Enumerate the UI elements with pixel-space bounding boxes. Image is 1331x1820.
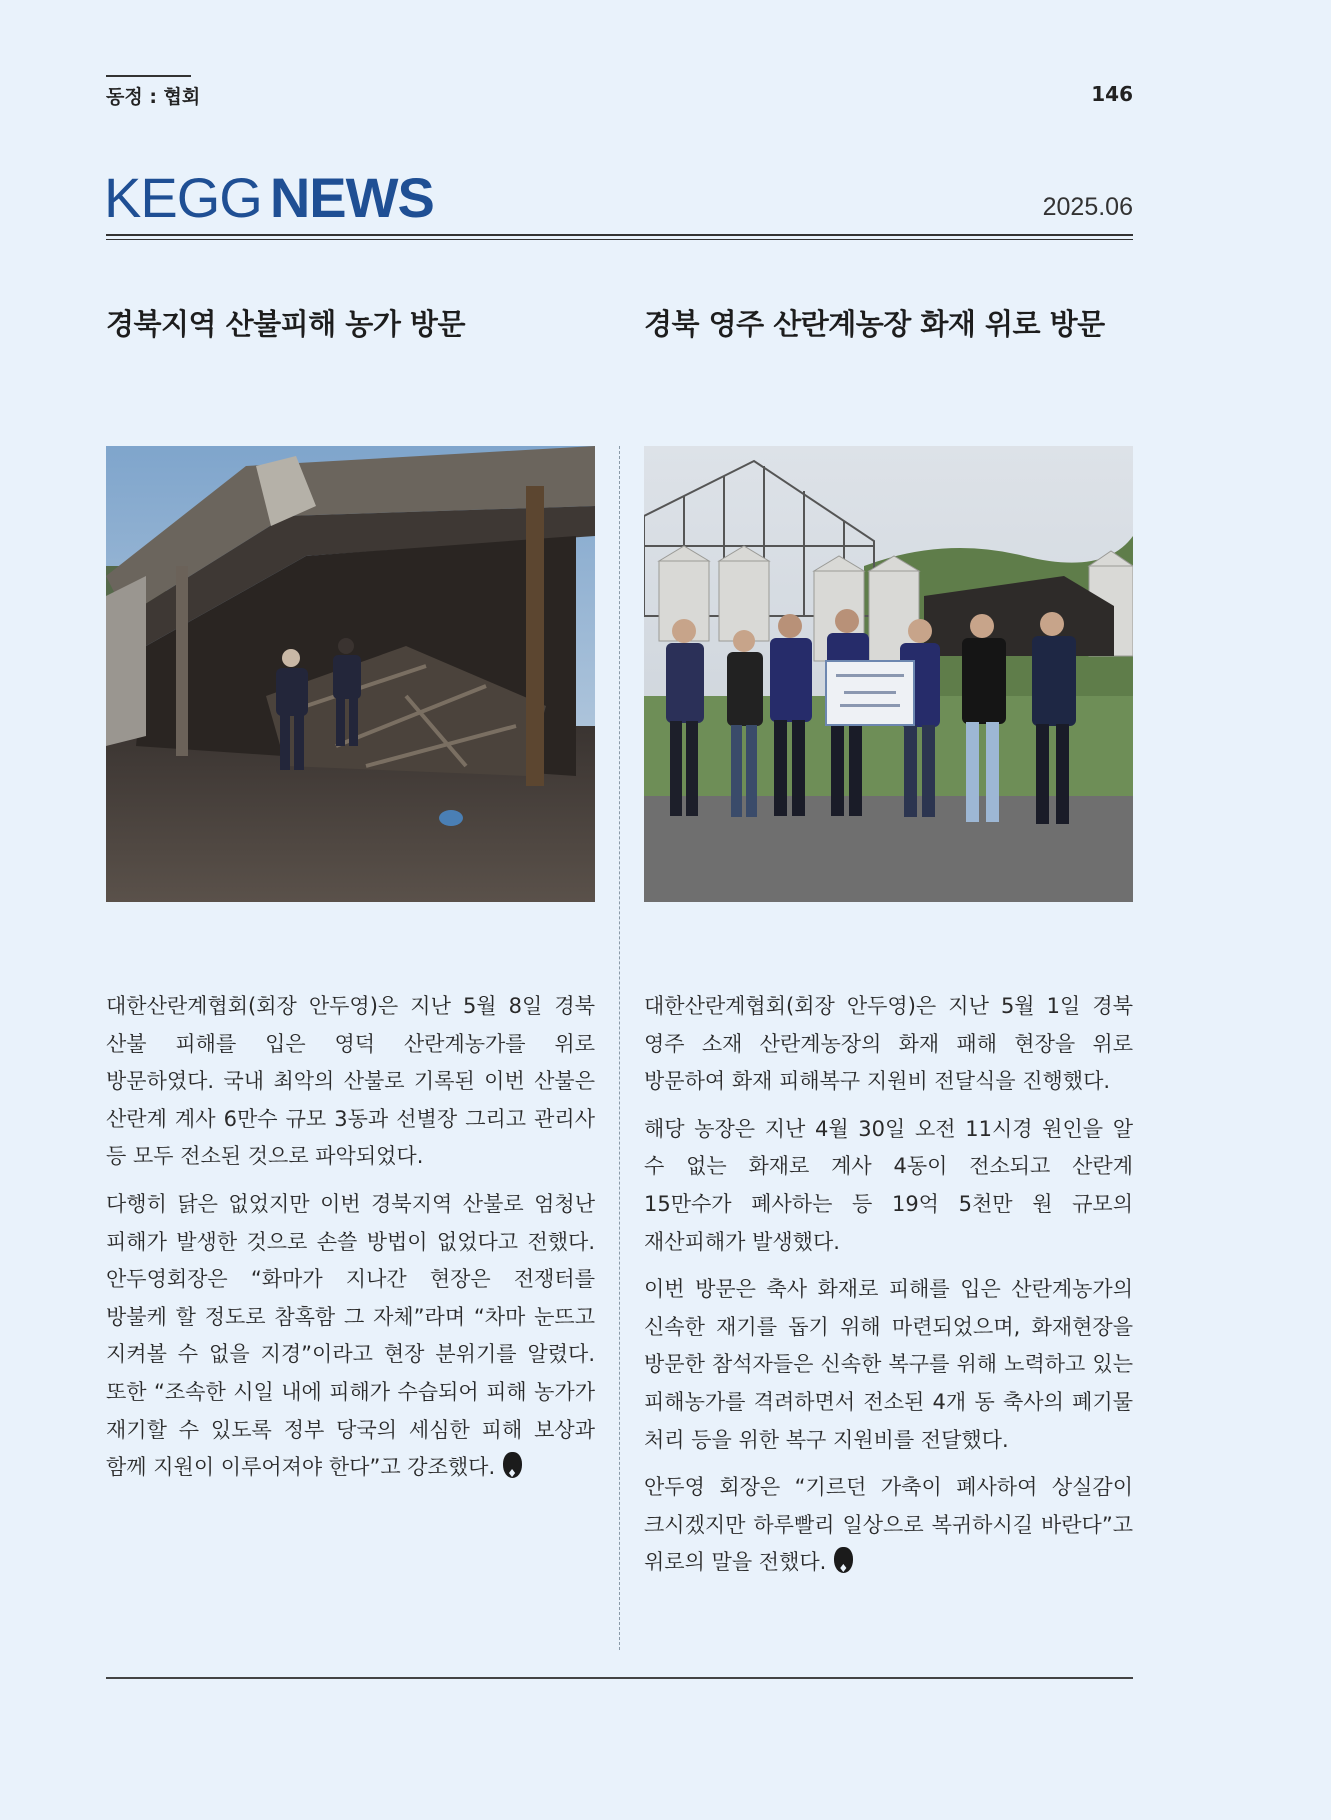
article-body xyxy=(106,988,595,1497)
article-end-mark-icon xyxy=(503,1452,522,1478)
masthead-light: KEGG xyxy=(104,166,262,229)
masthead xyxy=(104,168,434,228)
article-headline: 경북 영주 산란계농장 화재 위로 방문 xyxy=(644,307,1105,341)
section-label: 동정 : 협회 xyxy=(106,86,201,108)
article-headline: 경북지역 산불피해 농가 방문 xyxy=(106,307,465,341)
article-body xyxy=(644,988,1133,1592)
column-divider xyxy=(619,446,620,1650)
article-paragraph xyxy=(644,1469,1133,1582)
masthead-rule-thin xyxy=(106,239,1133,240)
issue-date: 2025.06 xyxy=(1042,193,1133,221)
article-paragraph-text: 안두영 회장은 “기르던 가축이 폐사하여 상실감이 크시겠지만 하루빨리 일상으로 복귀하시길 바란다”고 위로의 말을 전했다. xyxy=(644,1475,1133,1575)
article-paragraph: 대한산란계협회(회장 안두영)은 지난 5월 8일 경북 산불 피해를 입은 영덕 산란계농가를 위로 방문하였다. 국내 최악의 산불로 기록된 이번 산불은 산란계 계사 6만수 규모 3동과 선별장 그리고 관리사 등 모두 전소된 것으로 파악되었다. xyxy=(106,994,595,1169)
article-paragraph-text: 다행히 닭은 없었지만 이번 경북지역 산불로 엄청난 피해가 발생한 것으로 손쓸 방법이 없었다고 전했다. 안두영회장은 “화마가 지나간 현장은 전쟁터를 방불케 할 정도로 참혹함 그 자체”라며 “차마 눈뜨고 지켜볼 수 없을 지경”이라고 현장 분위기를 알렸다. 또한 “조속한 시일 내에 피해가 수습되어 피해 농가가 재기할 수 있도록 정부 당국의 세심한 피해 보상과 함께 지원이 이루어져야 한다”고 강조했다. xyxy=(106,1191,595,1480)
footer-rule xyxy=(106,1677,1133,1679)
article-paragraph: 대한산란계협회(회장 안두영)은 지난 5월 1일 경북 영주 소재 산란계농장의 화재 패해 현장을 위로 방문하여 화재 피해복구 지원비 전달식을 진행했다. xyxy=(644,994,1133,1094)
article-end-mark-icon xyxy=(834,1547,853,1573)
fire-damage-photo xyxy=(106,446,595,902)
article-paragraph: 이번 방문은 축사 화재로 피해를 입은 산란계농가의 신속한 재기를 돕기 위해 마련되었으며, 화재현장을 방문한 참석자들은 신속한 복구를 위해 노력하고 있는 피해농가를 격려하면서 전소된 4개 동 축사의 폐기물 처리 등을 위한 복구 지원비를 전달했다. xyxy=(644,1277,1133,1452)
article-paragraph: 해당 농장은 지난 4월 30일 오전 11시경 원인을 알 수 없는 화재로 계사 4동이 전소되고 산란계 15만수가 폐사하는 등 19억 5천만 원 규모의 재산피해가 발생했다. xyxy=(644,1116,1133,1254)
page-number: 146 xyxy=(1091,82,1133,106)
masthead-bold: NEWS xyxy=(269,166,434,229)
section-rule xyxy=(106,75,191,77)
article-paragraph xyxy=(106,1186,595,1487)
masthead-rule xyxy=(106,234,1133,236)
support-ceremony-photo xyxy=(644,446,1133,902)
